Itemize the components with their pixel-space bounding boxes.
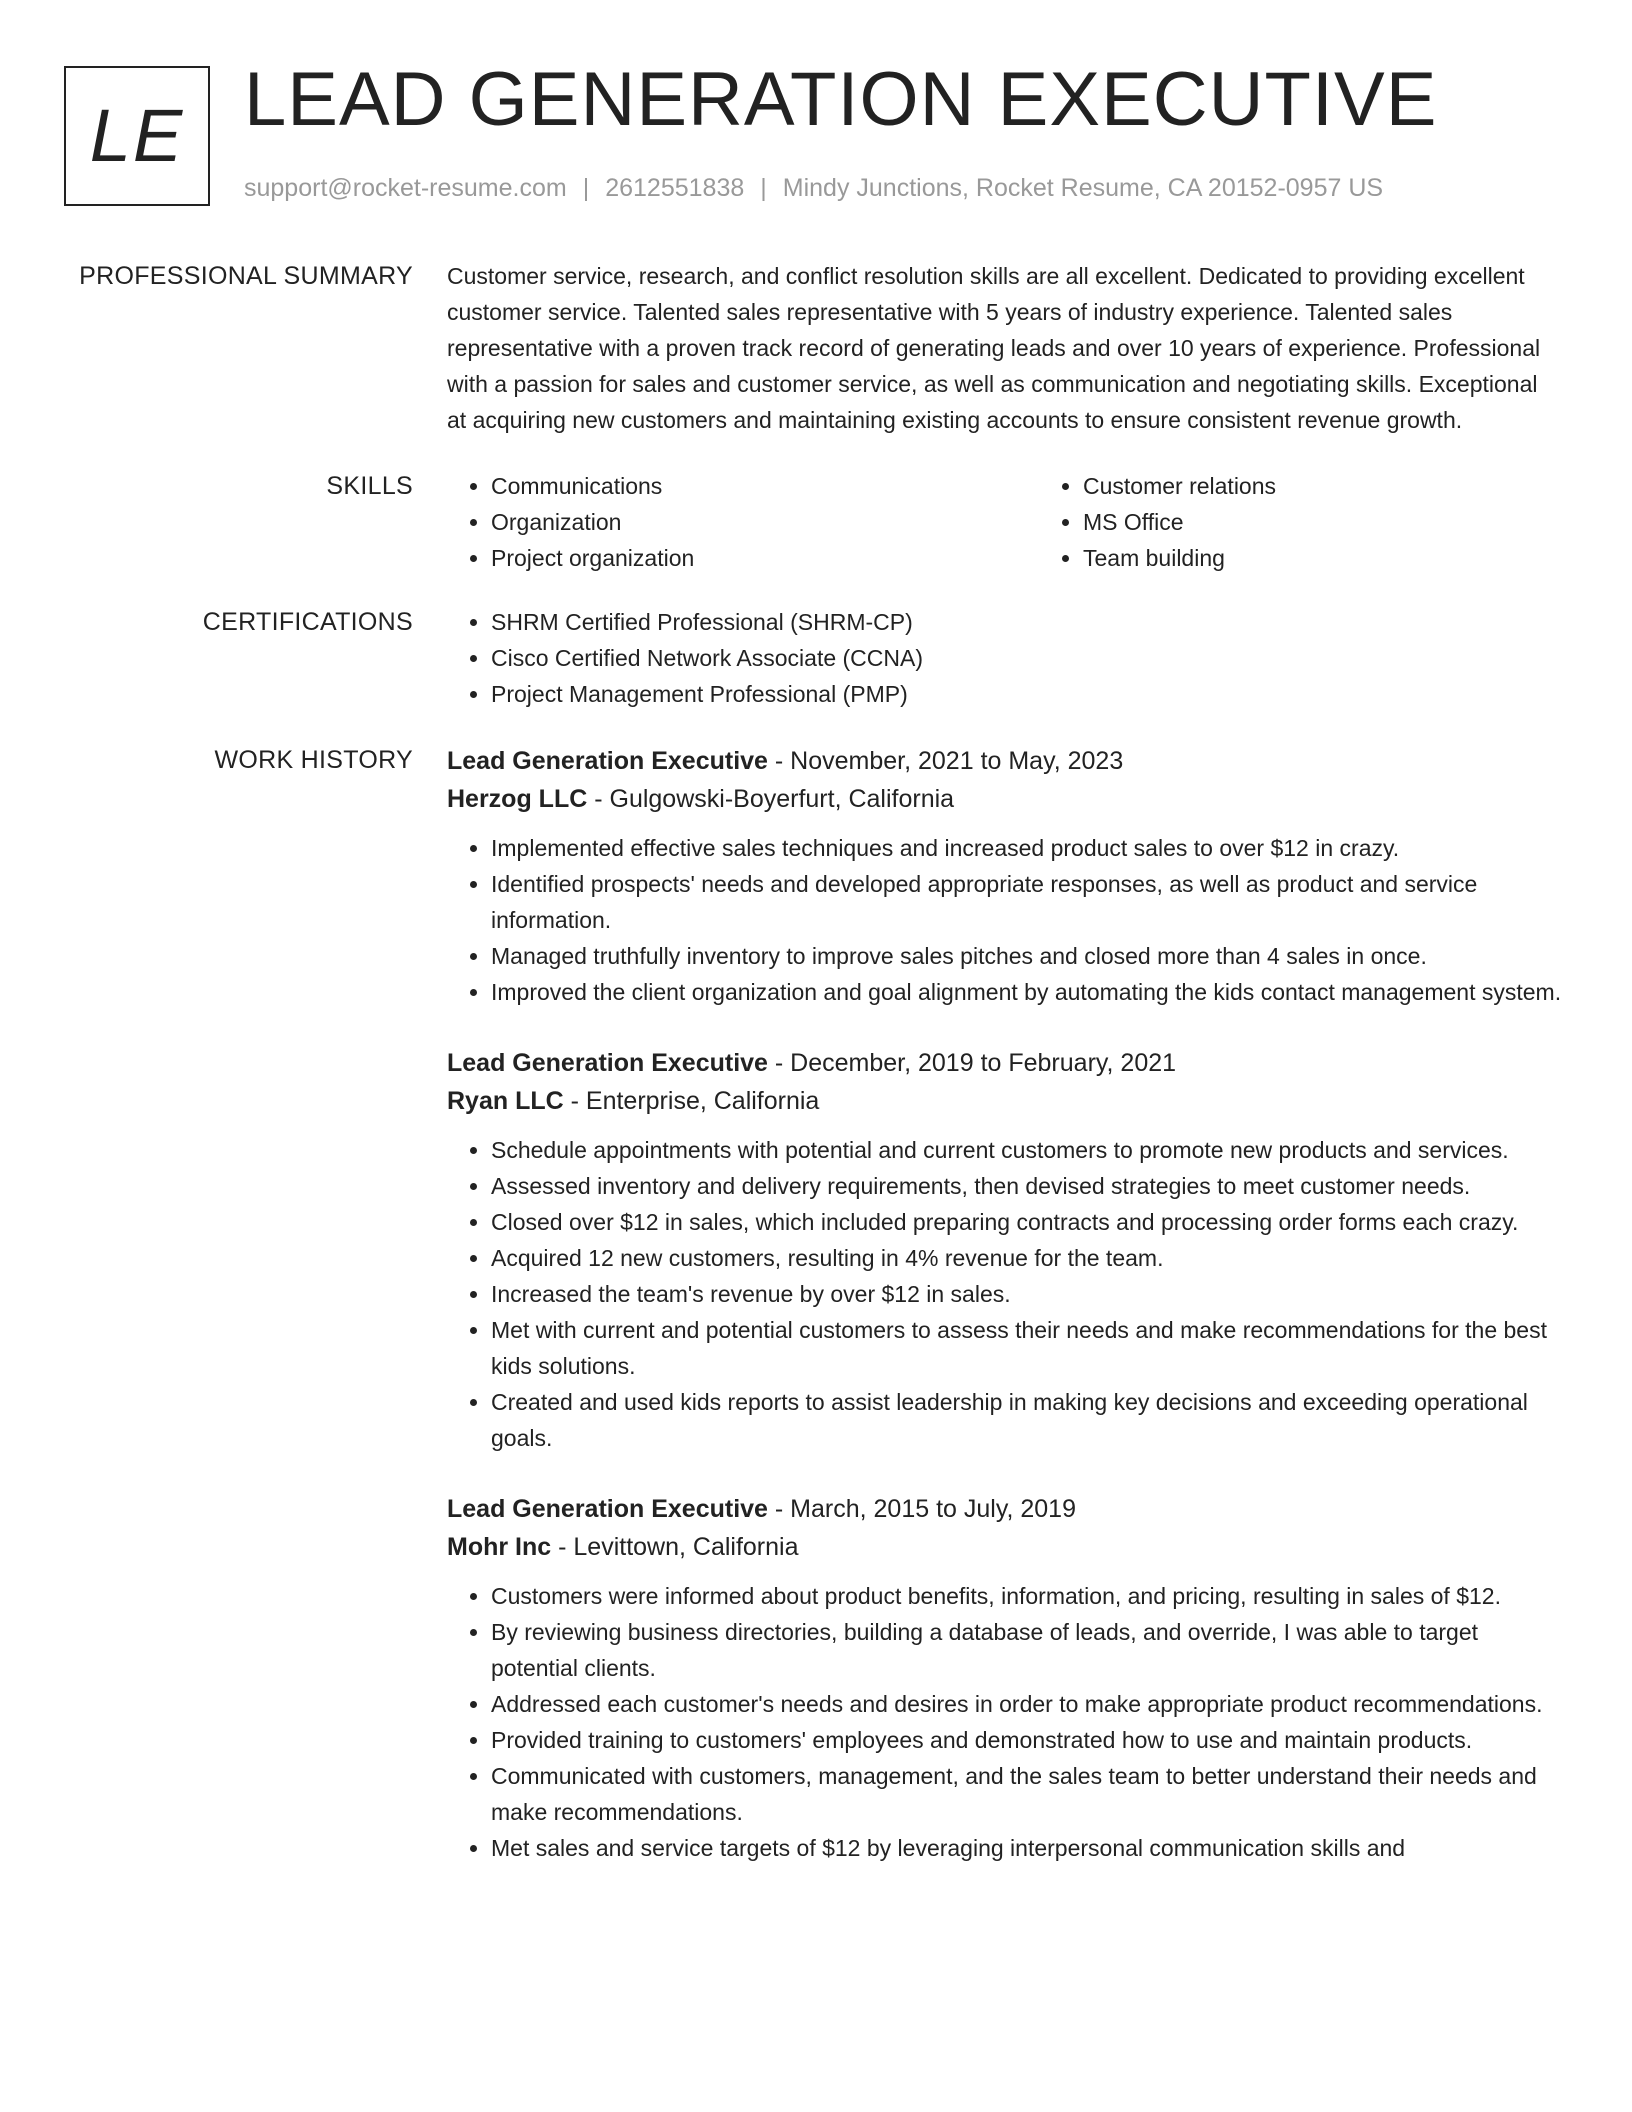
section-body — [447, 258, 1562, 438]
monogram-box — [64, 66, 210, 206]
job-bullet: • Identified prospects' needs and developed appropriate responses, as well as product and service information. — [491, 866, 1562, 938]
contact-separator: | — [582, 174, 590, 202]
summary-text: Customer service, research, and conflict resolution skills are all excellent. Dedicated to providing excellent customer service. Talented sales representative with 5 years of industry experience. Talented sales representative with a proven track record of generating leads and over 10 years of experience. Professional with a passion for sales and customer service, as well as communication and negotiating skills. Exceptional at acquiring new customers and maintaining existing accounts to ensure consistent revenue growth. — [447, 263, 1541, 433]
job-bullet: • Communicated with customers, management, and the sales team to better understand their needs and make recommendations. — [491, 1758, 1562, 1830]
job-bullet: • Implemented effective sales techniques and increased product sales to over $12 in crazy. — [491, 830, 1562, 866]
skill-item: • Team building — [1083, 540, 1631, 576]
job-title: Lead Generation Executive — [447, 1495, 768, 1523]
skill-item: • Customer relations — [1083, 468, 1631, 504]
certification-item: • Cisco Certified Network Associate (CCNA) — [491, 640, 1562, 676]
job-entry — [447, 1044, 1562, 1456]
skills-column-right — [1039, 468, 1631, 576]
skill-item: • Organization — [491, 504, 1039, 540]
skill-item: • MS Office — [1083, 504, 1631, 540]
job-company-line — [447, 780, 1562, 818]
certification-item: • Project Management Professional (PMP) — [491, 676, 1562, 712]
job-location: - Enterprise, California — [563, 1087, 820, 1115]
job-title: Lead Generation Executive — [447, 747, 768, 775]
job-bullet: • Addressed each customer's needs and desires in order to make appropriate product recommendations. — [491, 1686, 1562, 1722]
job-bullet: • Improved the client organization and goal alignment by automating the kids contact management system. — [491, 974, 1562, 1010]
job-bullet: • Met sales and service targets of $12 by leveraging interpersonal communication skills and — [491, 1830, 1562, 1866]
job-location: - Gulgowski-Boyerfurt, California — [587, 785, 955, 813]
section-label: PROFESSIONAL SUMMARY — [79, 262, 413, 290]
job-bullet: • Managed truthfully inventory to improve sales pitches and closed more than 4 sales in once. — [491, 938, 1562, 974]
job-title-line — [447, 1044, 1562, 1082]
contact-phone[interactable]: 2612551838 — [605, 174, 745, 202]
job-company: Mohr Inc — [447, 1533, 552, 1561]
section-label: WORK HISTORY — [214, 746, 413, 774]
job-title-line — [447, 1490, 1562, 1528]
job-bullet: • Provided training to customers' employees and demonstrated how to use and maintain products. — [491, 1722, 1562, 1758]
job-title-line — [447, 742, 1562, 780]
certification-item: • SHRM Certified Professional (SHRM-CP) — [491, 604, 1562, 640]
job-dates: - November, 2021 to May, 2023 — [767, 747, 1124, 775]
section-professional-summary — [0, 258, 1632, 438]
job-bullets — [447, 1578, 1562, 1866]
job-dates: - March, 2015 to July, 2019 — [767, 1495, 1076, 1523]
job-dates: - December, 2019 to February, 2021 — [767, 1049, 1177, 1077]
job-bullet: • Acquired 12 new customers, resulting in 4% revenue for the team. — [491, 1240, 1562, 1276]
job-entry — [447, 1490, 1562, 1866]
job-bullet: • Met with current and potential customers to assess their needs and make recommendations for the best kids solutions. — [491, 1312, 1562, 1384]
candidate-title: LEAD GENERATION EXECUTIVE — [244, 57, 1438, 142]
job-bullet: • Increased the team's revenue by over $12 in sales. — [491, 1276, 1562, 1312]
skills-grid — [447, 468, 1562, 576]
job-bullets — [447, 1132, 1562, 1456]
section-body — [447, 604, 1562, 712]
resume-content — [0, 258, 1632, 1930]
certification-list — [447, 604, 1562, 712]
contact-address: Mindy Junctions, Rocket Resume, CA 20152-0957 US — [782, 174, 1384, 202]
job-company-line — [447, 1082, 1562, 1120]
job-bullets — [447, 830, 1562, 1010]
contact-line — [244, 173, 1383, 203]
section-certifications — [0, 604, 1632, 712]
section-body — [447, 742, 1562, 1900]
job-bullet: • Customers were informed about product benefits, information, and pricing, resulting in sales of $12. — [491, 1578, 1562, 1614]
monogram-initials: LE — [89, 94, 185, 177]
skill-item: • Project organization — [491, 540, 1039, 576]
section-label: SKILLS — [326, 472, 413, 500]
job-bullet: • Assessed inventory and delivery requirements, then devised strategies to meet customer needs. — [491, 1168, 1562, 1204]
skills-column-left — [447, 468, 1039, 576]
job-bullet: • Schedule appointments with potential and current customers to promote new products and services. — [491, 1132, 1562, 1168]
job-company: Ryan LLC — [447, 1087, 564, 1115]
contact-email[interactable]: support@rocket-resume.com — [244, 174, 567, 202]
section-skills — [0, 468, 1632, 576]
section-label: CERTIFICATIONS — [202, 608, 413, 636]
job-company: Herzog LLC — [447, 785, 588, 813]
section-work-history — [0, 742, 1632, 1900]
job-bullet: • Created and used kids reports to assist leadership in making key decisions and exceeding operational goals. — [491, 1384, 1562, 1456]
job-entry — [447, 742, 1562, 1010]
job-company-line — [447, 1528, 1562, 1566]
skill-item: • Communications — [491, 468, 1039, 504]
job-title: Lead Generation Executive — [447, 1049, 768, 1077]
job-location: - Levittown, California — [551, 1533, 799, 1561]
job-bullet: • Closed over $12 in sales, which included preparing contracts and processing order forms each crazy. — [491, 1204, 1562, 1240]
contact-separator: | — [760, 174, 767, 202]
job-bullet: • By reviewing business directories, building a database of leads, and override, I was able to target potential clients. — [491, 1614, 1562, 1686]
